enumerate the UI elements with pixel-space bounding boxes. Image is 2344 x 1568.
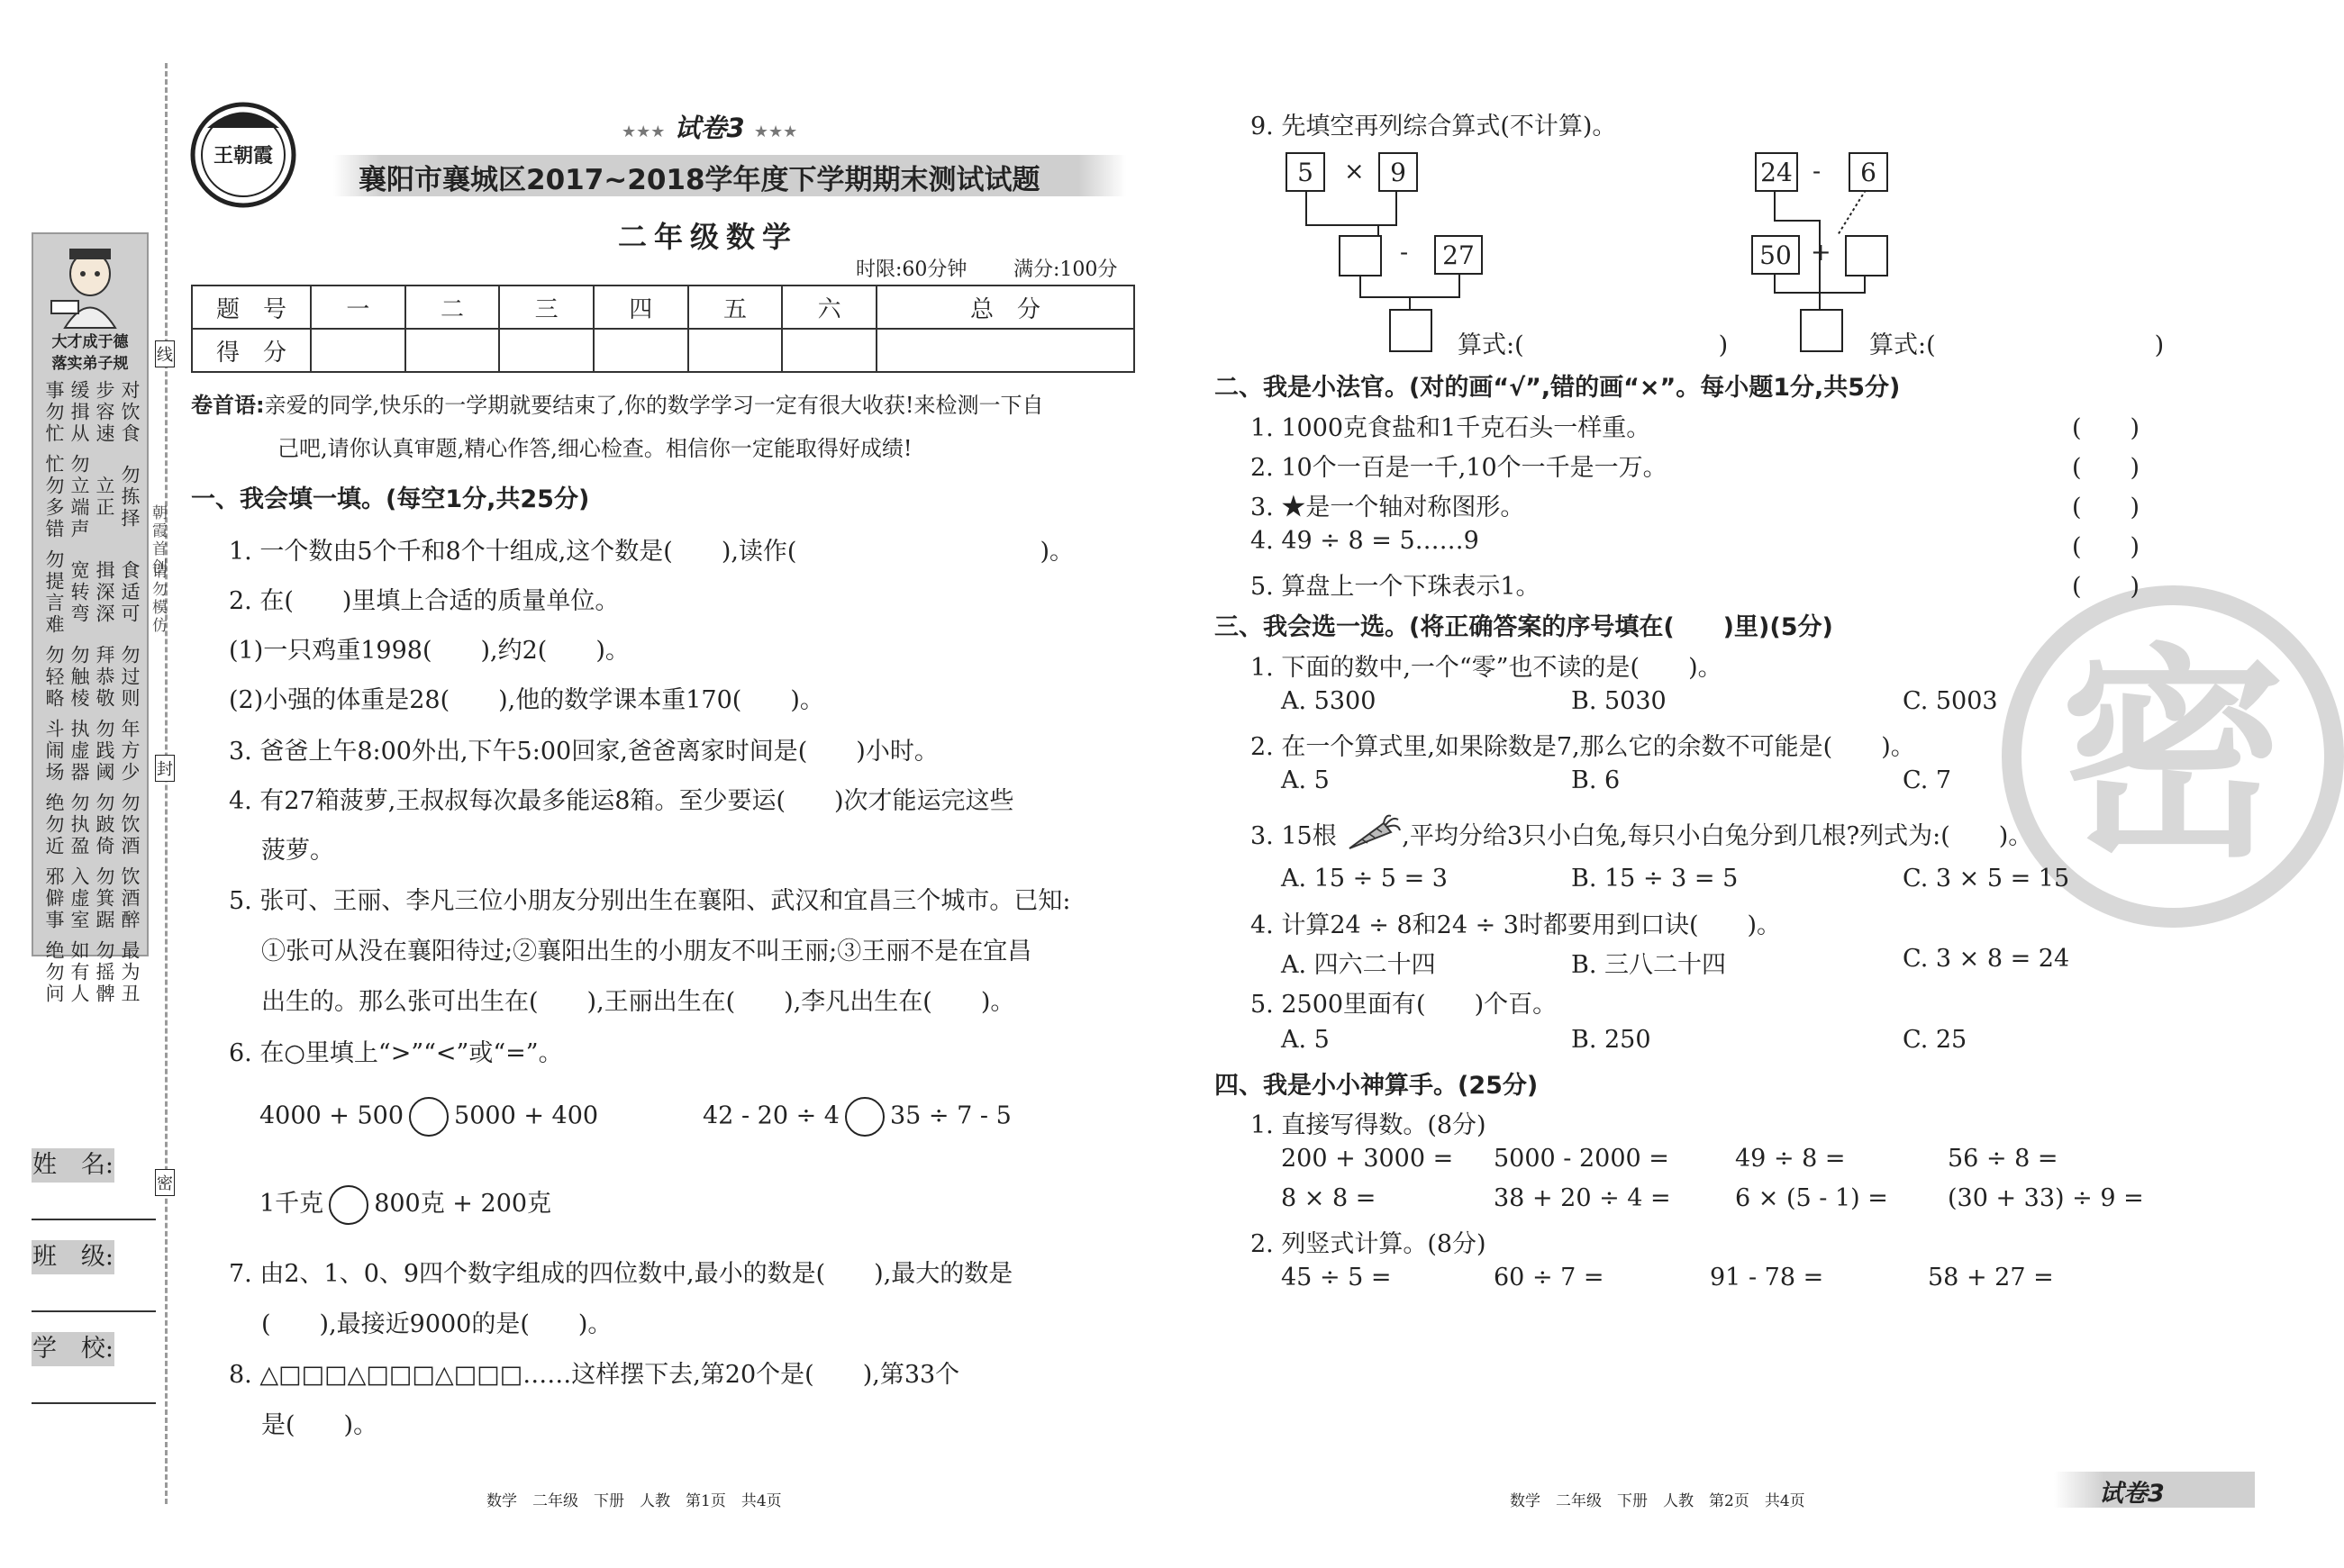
tip-text: 勿轻略 bbox=[43, 645, 65, 710]
motto-panel bbox=[32, 232, 149, 1005]
tip-text: 步容速 bbox=[94, 380, 115, 445]
score-input-cell[interactable] bbox=[405, 329, 500, 372]
diagram-2-op-1: - bbox=[1813, 158, 1822, 186]
choice-3-question: 3. 15根 ,平均分给3只小白兔,每只小白兔分到几根?列式为:( )。 bbox=[1250, 814, 2032, 860]
time-limit: 时限:60分钟 bbox=[856, 258, 968, 281]
score-table-score-row bbox=[192, 329, 1134, 372]
compare-circle[interactable] bbox=[845, 1097, 885, 1137]
question-4-line-2: 菠萝。 bbox=[261, 837, 334, 865]
question-2-part-1: (1)一只鸡重1998( ),约2( )。 bbox=[229, 637, 630, 665]
judge-answer-5[interactable]: ( ) bbox=[2072, 573, 2140, 601]
seal-secret-mark: 密 bbox=[155, 1169, 175, 1196]
score-cell: 一 bbox=[311, 286, 405, 329]
preface-line-1: 卷首语:亲爱的同学,快乐的一学期就要结束了,你的数学学习一定有很大收获!来检测一下自 bbox=[191, 393, 1044, 418]
motto-line-2: 落实弟子规 bbox=[51, 355, 129, 373]
school-field[interactable] bbox=[32, 1366, 156, 1404]
choice-option[interactable]: A. 5 bbox=[1281, 766, 1330, 794]
tip-text: 勿执盈 bbox=[68, 793, 90, 857]
tip-text: 入虚室 bbox=[68, 866, 90, 931]
class-label: 班 级: bbox=[32, 1243, 114, 1271]
seal-seal-mark: 封 bbox=[155, 755, 175, 782]
star-decor-icon: ★★★ bbox=[753, 122, 798, 141]
tip-text: 勿拣择 bbox=[119, 465, 141, 530]
compare-2-right: 35 ÷ 7 - 5 bbox=[889, 1101, 1012, 1130]
section-2-title: 二、我是小法官。(对的画“√”,错的画“×”。每小题1分,共5分) bbox=[1214, 374, 1901, 402]
choice-option[interactable]: C. 5003 bbox=[1903, 687, 1998, 715]
choice-5-question: 5. 2500里面有( )个百。 bbox=[1250, 991, 1558, 1019]
question-9: 9. 先填空再列综合算式(不计算)。 bbox=[1250, 113, 1617, 140]
choice-option[interactable]: B. 5030 bbox=[1571, 687, 1667, 715]
diagram-1-answer-box[interactable] bbox=[1339, 235, 1382, 276]
compare-circle[interactable] bbox=[409, 1097, 449, 1137]
diagram-1-result-box[interactable] bbox=[1389, 309, 1432, 352]
compare-3 bbox=[259, 1183, 551, 1225]
scholar-illustration bbox=[33, 238, 147, 328]
compare-3-left: 1千克 bbox=[259, 1190, 324, 1218]
score-cell: 总 分 bbox=[877, 286, 1134, 329]
tip-text: 勿跛倚 bbox=[94, 793, 115, 857]
judge-item-1: 1. 1000克食盐和1千克石头一样重。 bbox=[1250, 414, 1651, 442]
score-table-header-row bbox=[192, 286, 1134, 329]
name-label: 姓 名: bbox=[32, 1151, 114, 1179]
diagram-2 bbox=[1748, 149, 2165, 359]
question-5-line-2: ①张可从没在襄阳待过;②襄阳出生的小朋友不叫王丽;③王丽不是在宜昌 bbox=[261, 938, 1032, 965]
score-cell: 五 bbox=[688, 286, 783, 329]
tip-text: 绝勿问 bbox=[43, 940, 65, 1005]
tip-text: 勿摇髀 bbox=[94, 940, 115, 1005]
binding-dashed-line bbox=[165, 63, 168, 1504]
tip-text: 揖深深 bbox=[94, 560, 115, 625]
choice-option[interactable]: B. 三八二十四 bbox=[1571, 951, 1727, 979]
class-label-box bbox=[32, 1240, 114, 1274]
question-6: 6. 在○里填上“>”“<”或“=”。 bbox=[229, 1039, 563, 1067]
section-4-sub-1: 1. 直接写得数。(8分) bbox=[1250, 1111, 1486, 1139]
diagram-2-answer-box[interactable] bbox=[1845, 235, 1888, 276]
diagram-1-box-c: 27 bbox=[1434, 235, 1483, 275]
subject-title: 二年级数学 bbox=[618, 220, 799, 254]
school-label: 学 校: bbox=[32, 1335, 114, 1363]
choice-4-question: 4. 计算24 ÷ 8和24 ÷ 3时都要用到口诀( )。 bbox=[1250, 911, 1782, 939]
full-score: 满分:100分 bbox=[1013, 258, 1118, 281]
judge-answer-2[interactable]: ( ) bbox=[2072, 454, 2140, 482]
seal-line-mark: 线 bbox=[155, 340, 175, 367]
question-8-line-1: 8. △□□□△□□□△□□□……这样摆下去,第20个是( ),第33个 bbox=[229, 1361, 960, 1389]
tip-text: 勿过则 bbox=[119, 645, 141, 710]
etiquette-tips bbox=[41, 380, 141, 1005]
compare-2 bbox=[703, 1097, 1012, 1137]
tip-text: 执虚器 bbox=[68, 719, 90, 784]
preface-line-2: 己吧,请你认真审题,精心作答,细心检查。相信你一定能取得好成绩! bbox=[277, 436, 913, 461]
paper-series: ★★★ 试卷3 ★★★ bbox=[622, 113, 798, 143]
calc-item: 5000 - 2000 = bbox=[1494, 1145, 1669, 1173]
diagram-2-formula: 算式:( ) bbox=[1869, 331, 2165, 359]
tip-text: 事勿忙 bbox=[43, 380, 65, 445]
star-decor-icon: ★★★ bbox=[622, 122, 666, 141]
diagram-2-box-a: 24 bbox=[1755, 152, 1798, 192]
score-row-label: 得 分 bbox=[192, 329, 311, 372]
question-3: 3. 爸爸上午8:00外出,下午5:00回家,爸爸离家时间是( )小时。 bbox=[229, 738, 939, 766]
tip-text: 拜恭敬 bbox=[94, 645, 115, 710]
tip-text: 忙勿多错 bbox=[43, 454, 65, 540]
score-table bbox=[191, 285, 1135, 373]
choice-1-question: 1. 下面的数中,一个“零”也不读的是( )。 bbox=[1250, 654, 1722, 682]
tip-text: 对饮食 bbox=[119, 380, 141, 445]
score-input-cell[interactable] bbox=[499, 329, 594, 372]
choice-option[interactable]: C. 3 × 8 = 24 bbox=[1903, 945, 2070, 973]
diagram-1-op-2: - bbox=[1400, 239, 1409, 267]
calc-item: (30 + 33) ÷ 9 = bbox=[1948, 1184, 2144, 1212]
choice-option[interactable]: A. 四六二十四 bbox=[1281, 951, 1436, 979]
class-field[interactable] bbox=[32, 1274, 156, 1312]
score-cell: 二 bbox=[405, 286, 500, 329]
calc-item: 56 ÷ 8 = bbox=[1948, 1145, 2058, 1173]
diagram-1 bbox=[1279, 149, 1729, 359]
right-page-footer: 数学 二年级 下册 人教 第2页 共4页 bbox=[1510, 1492, 1805, 1510]
choice-option[interactable]: C. 25 bbox=[1903, 1026, 1967, 1054]
diagram-1-box-b: 9 bbox=[1378, 152, 1418, 192]
choice-2-question: 2. 在一个算式里,如果除数是7,那么它的余数不可能是( )。 bbox=[1250, 733, 1915, 761]
name-field[interactable] bbox=[32, 1183, 156, 1220]
tip-text: 勿践阈 bbox=[94, 719, 115, 784]
calc-item: 200 + 3000 = bbox=[1281, 1145, 1454, 1173]
compare-2-left: 42 - 20 ÷ 4 bbox=[703, 1101, 840, 1130]
calc-item: 8 × 8 = bbox=[1281, 1184, 1376, 1212]
compare-1-right: 5000 + 400 bbox=[454, 1101, 599, 1130]
question-4-line-1: 4. 有27箱菠萝,王叔叔每次最多能运8箱。至少要运( )次才能运完这些 bbox=[229, 787, 1014, 815]
choice-option[interactable]: C. 3 × 5 = 15 bbox=[1903, 865, 2070, 893]
score-cell: 三 bbox=[499, 286, 594, 329]
judge-answer-3[interactable]: ( ) bbox=[2072, 494, 2140, 521]
question-7-line-1: 7. 由2、1、0、9四个数字组成的四位数中,最小的数是( ),最大的数是 bbox=[229, 1260, 1013, 1288]
tip-text: 宽转弯 bbox=[68, 560, 90, 625]
brand-logo bbox=[189, 101, 297, 209]
section-1-title: 一、我会填一填。(每空1分,共25分) bbox=[191, 485, 590, 513]
tip-text: 最为丑 bbox=[119, 940, 141, 1005]
carrot-icon bbox=[1344, 814, 1402, 860]
side-mark-original: 朝霞首创 bbox=[149, 504, 167, 576]
diagram-1-box-a: 5 bbox=[1286, 152, 1325, 192]
diagram-2-box-c: 50 bbox=[1751, 235, 1800, 275]
brand-logo-text: 王朝霞 bbox=[213, 144, 273, 168]
compare-1 bbox=[259, 1097, 598, 1137]
tip-text: 立正 bbox=[94, 476, 115, 519]
calc-item: 58 + 27 = bbox=[1928, 1264, 2054, 1292]
name-label-box bbox=[32, 1148, 114, 1183]
score-input-cell[interactable] bbox=[688, 329, 783, 372]
calc-item: 49 ÷ 8 = bbox=[1735, 1145, 1846, 1173]
judge-item-3: 3. ★是一个轴对称图形。 bbox=[1250, 494, 1525, 521]
judge-item-5: 5. 算盘上一个下珠表示1。 bbox=[1250, 573, 1540, 601]
judge-item-4: 4. 49 ÷ 8 = 5……9 bbox=[1250, 527, 1479, 555]
judge-item-2: 2. 10个一百是一千,10个一千是一万。 bbox=[1250, 454, 1667, 482]
choice-option[interactable]: B. 6 bbox=[1571, 766, 1621, 794]
calc-item: 45 ÷ 5 = bbox=[1281, 1264, 1392, 1292]
diagram-2-op-2: + bbox=[1811, 239, 1831, 267]
tip-text: 斗闹场 bbox=[43, 719, 65, 784]
choice-option[interactable]: B. 250 bbox=[1571, 1026, 1651, 1054]
tip-text: 饮酒醉 bbox=[119, 866, 141, 931]
tip-text: 勿饮酒 bbox=[119, 793, 141, 857]
left-page-footer: 数学 二年级 下册 人教 第1页 共4页 bbox=[486, 1492, 782, 1510]
calc-item: 6 × (5 - 1) = bbox=[1735, 1184, 1888, 1212]
score-input-cell[interactable] bbox=[877, 329, 1134, 372]
tip-text: 年方少 bbox=[119, 719, 141, 784]
diagram-1-formula: 算式:( ) bbox=[1458, 331, 1729, 359]
calc-item: 60 ÷ 7 = bbox=[1494, 1264, 1604, 1292]
diagram-1-op-1: × bbox=[1344, 158, 1365, 186]
school-label-box bbox=[32, 1332, 114, 1366]
question-7-line-2: ( ),最接近9000的是( )。 bbox=[261, 1310, 613, 1338]
choice-option[interactable]: C. 7 bbox=[1903, 766, 1952, 794]
tip-text: 缓揖从 bbox=[68, 380, 90, 445]
question-2-part-2: (2)小强的体重是28( ),他的数学课本重170( )。 bbox=[229, 686, 824, 714]
choice-option[interactable]: B. 15 ÷ 3 = 5 bbox=[1571, 865, 1739, 893]
question-2: 2. 在( )里填上合适的质量单位。 bbox=[229, 587, 620, 615]
diagram-2-result-box[interactable] bbox=[1800, 309, 1843, 352]
student-info bbox=[32, 1148, 156, 1404]
calc-item: 38 + 20 ÷ 4 = bbox=[1494, 1184, 1671, 1212]
calc-item: 91 - 78 = bbox=[1710, 1264, 1824, 1292]
score-input-cell[interactable] bbox=[594, 329, 688, 372]
question-1: 1. 一个数由5个千和8个十组成,这个数是( ),读作( )。 bbox=[229, 538, 1074, 566]
compare-3-right: 800克 + 200克 bbox=[374, 1190, 552, 1218]
tip-text: 邪僻事 bbox=[43, 866, 65, 931]
tip-text: 勿箕踞 bbox=[94, 866, 115, 931]
judge-answer-1[interactable]: ( ) bbox=[2072, 414, 2140, 442]
score-cell: 四 bbox=[594, 286, 688, 329]
section-4-title: 四、我是小小神算手。(25分) bbox=[1214, 1072, 1539, 1100]
tip-text: 食适可 bbox=[119, 560, 141, 625]
tip-text: 如有人 bbox=[68, 940, 90, 1005]
diagram-2-box-b: 6 bbox=[1849, 152, 1888, 192]
choice-option[interactable]: A. 5300 bbox=[1281, 687, 1376, 715]
side-mark-no-copy: 请勿模仿 bbox=[149, 563, 167, 635]
compare-circle[interactable] bbox=[329, 1185, 368, 1225]
score-input-cell[interactable] bbox=[782, 329, 877, 372]
tip-text: 勿提言难 bbox=[43, 549, 65, 636]
score-cell: 题 号 bbox=[192, 286, 311, 329]
choice-option[interactable]: A. 15 ÷ 5 = 3 bbox=[1281, 865, 1448, 893]
paper-badge bbox=[2054, 1472, 2255, 1508]
paper-badge-text: 试卷3 bbox=[2099, 1480, 2165, 1508]
question-5-line-1: 5. 张可、王丽、李凡三位小朋友分别出生在襄阳、武汉和宜昌三个城市。已知: bbox=[229, 887, 1071, 915]
score-cell: 六 bbox=[782, 286, 877, 329]
tip-text: 勿立端声 bbox=[68, 454, 90, 540]
question-8-line-2: 是( )。 bbox=[261, 1411, 378, 1439]
question-5-line-3: 出生的。那么张可出生在( ),王丽出生在( ),李凡出生在( )。 bbox=[261, 988, 1015, 1016]
preface-label: 卷首语: bbox=[191, 393, 265, 418]
exam-title: 襄阳市襄城区2017~2018学年度下学期期末测试试题 bbox=[359, 164, 1040, 196]
motto-line-1: 大才成于德 bbox=[51, 333, 129, 351]
section-4-sub-2: 2. 列竖式计算。(8分) bbox=[1250, 1230, 1486, 1258]
compare-1-left: 4000 + 500 bbox=[259, 1101, 404, 1130]
tip-text: 勿触棱 bbox=[68, 645, 90, 710]
score-input-cell[interactable] bbox=[311, 329, 405, 372]
section-3-title: 三、我会选一选。(将正确答案的序号填在( )里)(5分) bbox=[1214, 613, 1833, 641]
choice-option[interactable]: A. 5 bbox=[1281, 1026, 1330, 1054]
secret-stamp-text: 密 bbox=[2060, 625, 2285, 887]
tip-text: 绝勿近 bbox=[43, 793, 65, 857]
judge-answer-4[interactable]: ( ) bbox=[2072, 533, 2140, 561]
